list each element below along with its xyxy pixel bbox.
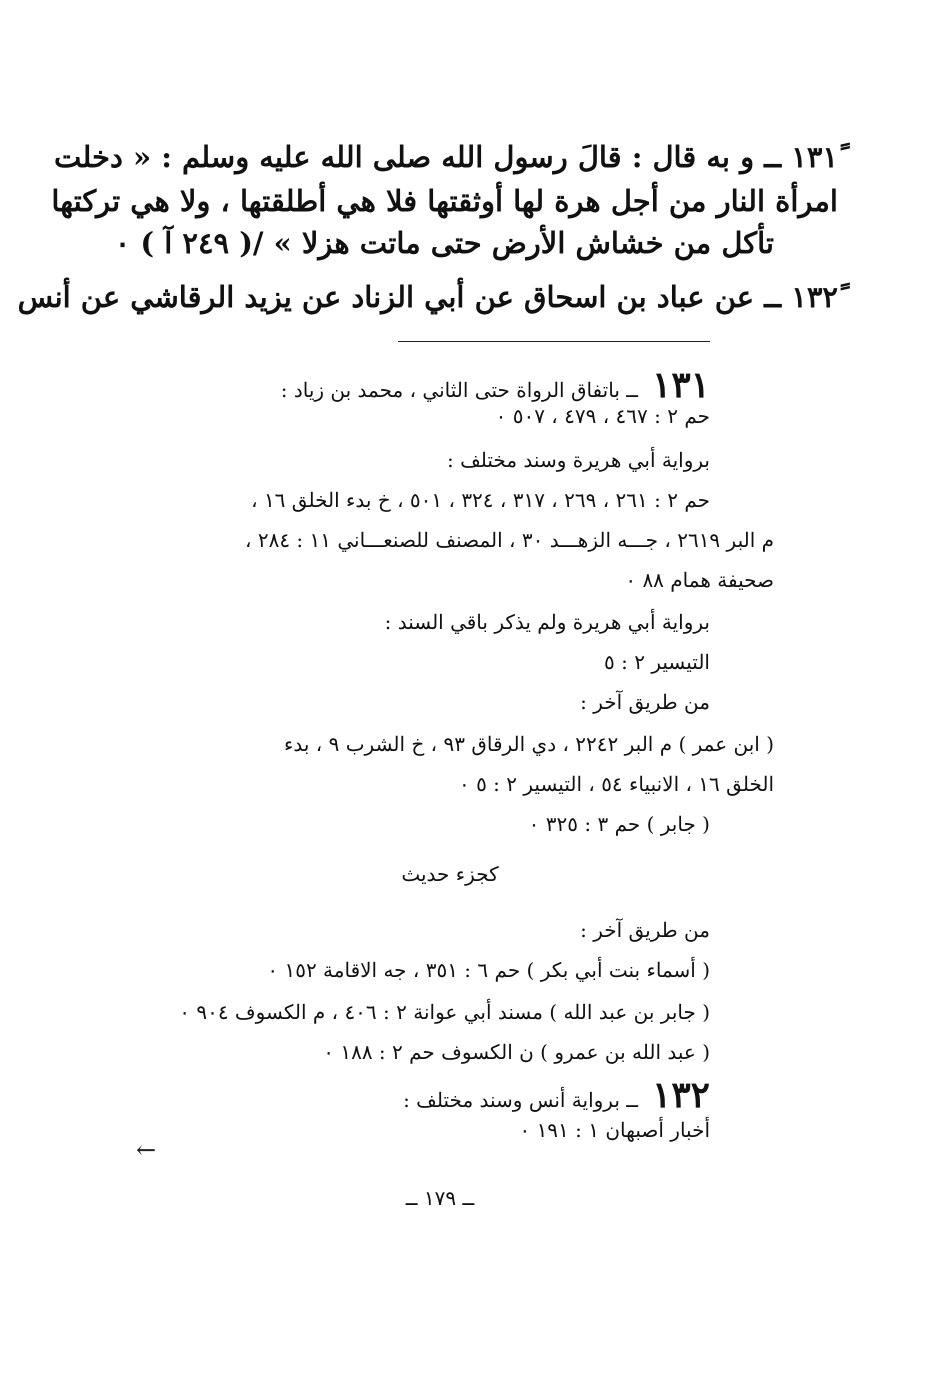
note-line: الخلق ١٦ ، الانبياء ٥٤ ، التيسير ٢ : ٥ ٠ <box>458 772 774 796</box>
note-line: من طريق آخر : <box>580 918 710 942</box>
note-line: حم ٢ : ٤٦٧ ، ٤٧٩ ، ٥٠٧ ٠ <box>495 404 710 428</box>
note-131-heading <box>281 364 710 406</box>
note-line: صحيفة همام ٨٨ ٠ <box>625 568 774 592</box>
note-132-heading-text: ــ برواية أنس وسند مختلف : <box>403 1088 638 1112</box>
page-number: ــ ١٧٩ ــ <box>405 1186 475 1210</box>
section-subheading: كجزء حديث <box>401 862 499 886</box>
hadith-131-line-1: ١٣١ً ــ و به قال : قالَ رسول الله صلى الله عليه وسلم : « دخلت <box>53 140 838 174</box>
note-132-number: ١٣٢ <box>651 1074 710 1116</box>
note-line: التيسير ٢ : ٥ <box>604 650 710 674</box>
note-line: ( ابن عمر ) م البر ٢٢٤٢ ، دي الرقاق ٩٣ ، خ الشرب ٩ ، بدء <box>283 732 774 756</box>
note-131-number: ١٣١ <box>651 364 710 406</box>
continuation-arrow-icon: ← <box>136 1136 157 1164</box>
note-line: من طريق آخر : <box>580 690 710 714</box>
note-line: ( جابر بن عبد الله ) مسند أبي عوانة ٢ : ٤٠٦ ، م الكسوف ٩٠٤ ٠ <box>179 1000 710 1024</box>
hadith-131-line-2: امرأة النار من أجل هرة لها أوثقتها فلا هي أطلقتها ، ولا هي تركتها <box>51 184 838 218</box>
note-line: برواية أبي هريرة ولم يذكر باقي السند : <box>384 610 710 634</box>
note-line: ( عبد الله بن عمرو ) ن الكسوف حم ٢ : ١٨٨ ٠ <box>323 1040 710 1064</box>
note-line: أخبار أصبهان ١ : ١٩١ ٠ <box>519 1118 710 1142</box>
note-line: حم ٢ : ٢٦١ ، ٢٦٩ ، ٣١٧ ، ٣٢٤ ، ٥٠١ ، خ بدء الخلق ١٦ ، <box>251 488 710 512</box>
note-132-heading <box>403 1074 710 1116</box>
note-line: برواية أبي هريرة وسند مختلف : <box>446 448 710 472</box>
note-131-heading-text: ــ باتفاق الرواة حتى الثاني ، محمد بن زياد : <box>280 378 638 402</box>
note-line: ( أسماء بنت أبي بكر ) حم ٦ : ٣٥١ ، جه الاقامة ١٥٢ ٠ <box>267 958 710 982</box>
note-line: م البر ٢٦١٩ ، جـــه الزهـــد ٣٠ ، المصنف للصنعـــاني ١١ : ٢٨٤ ، <box>245 528 774 552</box>
hadith-132-line-1: ١٣٢ً ــ عن عباد بن اسحاق عن أبي الزناد عن يزيد الرقاشي عن أنس <box>17 280 838 314</box>
hadith-131-line-3: تأكل من خشاش الأرض حتى ماتت هزلا » /( ٢٤٩ آ ) ٠ <box>114 226 774 260</box>
note-line: ( جابر ) حم ٣ : ٣٢٥ ٠ <box>528 812 710 836</box>
footnote-divider <box>398 341 710 342</box>
